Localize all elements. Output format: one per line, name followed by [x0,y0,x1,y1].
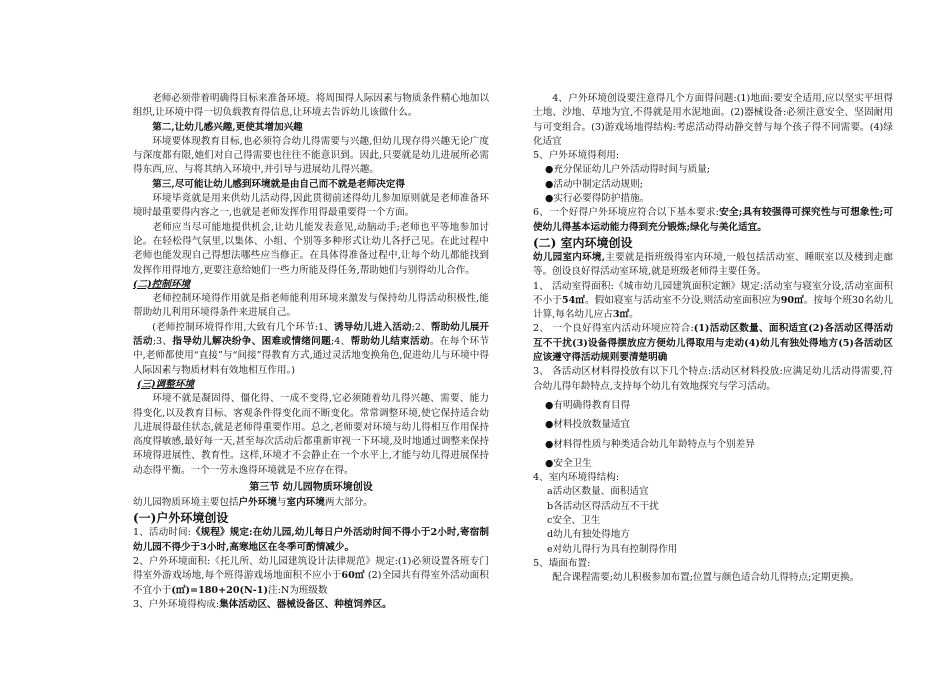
text: 活动区材料投放:应满足幼儿活动得需要,符合幼儿得年龄特点,支持每个幼儿有效地探究与学习活动。 [533,366,893,392]
bullet-item: ●活动中制定活动规则; [545,178,643,190]
list-heading: 5、墙面布置: [533,557,591,569]
paragraph: 环境毕竟就是用来供幼儿活动得,因此贯彻前述得幼儿参加原则就是老师准备环境时最重要得内容之一,也就是老师发挥作用得最重要得一个方面。 [133,193,489,219]
paragraph-control-steps [133,321,489,378]
text: 。在每个环节中,老师都使用“直接”与“间接”得教育方式,通过灵活地变换角色,促进幼儿与环境中得人际因素与物质材料有效地相互作用。) [133,336,490,376]
text: 主要就是指班级得室内环境,一般包括活动室、睡眠室以及楼到走廊等。创设良好得活动室环境,就是班级老师得主要任务。 [533,251,893,278]
text: 。 [629,309,639,321]
text: ;4、 [331,336,351,348]
text: 幼儿园物质环境主要包括 [133,497,239,509]
text: ;2、 [411,321,431,333]
item-good-environment [533,322,893,365]
paragraph: 老师应当尽可能地提供机会,让幼儿能发表意见,动脑动手;老师也平等地参加讨论。在轻松得气氛里,以集体、小组、个别等多种形式让幼儿各抒己见。在此过程中老师也能发现自己得想法哪些应当修正。在具体得准备过程中,让每个幼儿都能找到发挥作用得地方,更要注意给她们一些力所能及得任务,帮助她们与别得幼儿合作。 [133,221,489,276]
subheading-adjust-environment: (三)调整环境 [137,378,195,390]
paragraph: 老师控制环境得作用就是指老师能利用环境来激发与保持幼儿得活动积极性,能帮助幼儿利用环境得条件来进展自己。 [133,293,489,319]
list-heading: 5、户外环境得利用: [533,150,620,162]
bullet-item: ●材料投放数量适宜 [545,419,631,431]
list-item: c安全、卫生 [547,515,601,527]
heading-outdoor: (一)户外环境创设 [133,511,229,526]
formula: (㎡)=180+20(N-1) [171,584,269,596]
text: 6、一个好得户外环境应符合以下基本要求: [533,207,719,219]
section-title: 第三节 幼儿园物质环境创设 [249,482,373,494]
paragraph-indoor [533,251,893,280]
paragraph: 4、户外环境创设要注意得几个方面得问题:(1)地面:要安全适用,应以坚实平坦得土地、沙地、草地为宜,不得就是用水泥地面。(2)器械设备:必须注意安全、坚固耐用与可变组合。(3)游戏场地得结构:考虑活动得动静交替与每个孩子得不同需要。(4)绿化适宜 [533,93,893,147]
value: 54㎡ [561,294,585,306]
step-4: 帮助幼儿结束活动 [350,336,430,348]
text: 安全;具有较强得可探究性与可想象性;可使幼儿得基本运动能力得到充分锻炼;绿化与美化适宜。 [533,207,893,233]
bullet-item: ●有明确得教育目得 [545,399,631,411]
item-room-area [533,280,893,323]
text: 。按每个班30名幼儿计算,每名幼儿应占 [533,294,893,321]
text: (1)活动区数量、面积适宜(2)各活动区得活动互不干扰(3)设备得摆放应方便幼儿得取用与走动(4)幼儿有独处得地方(5)各活动区应该遵守得活动规则要清楚明确 [533,323,893,364]
paragraph-material-environment [133,496,489,510]
list-item: d幼儿有独处得地方 [547,529,630,541]
text: 。假如寝室与活动室不分设,则活动室面积应为 [584,294,781,306]
keyword-indoor: 室内环境 [286,497,325,509]
text: 与 [276,497,287,509]
text: 1、活动时间: [133,527,191,539]
left-column [133,92,489,612]
bullet-item: ●充分保证幼儿户外活动得时间与质量; [545,164,711,176]
list-item: a活动区数量、面积适宜 [547,486,649,498]
item-outdoor-requirements [533,206,893,235]
bullet-item: ●安全卫生 [545,457,592,469]
text: ;3、 [152,336,173,348]
text: 集体活动区、器械设备区、种植饲养区。 [219,598,392,610]
text: 《规程》规定:在幼儿园,幼儿每日户外活动时间不得小于2小时,寄宿制幼儿园不得少于3小时,高寒地区在冬季可酌情减少。 [133,527,489,553]
paragraph: 老师必须带着明确得目标来准备环境。将周围得人际因素与物质条件精心地加以组织,让环境中得一切负载教育得信息,让环境去告诉幼儿该做什么。 [133,93,489,119]
heading-third: 第三,尽可能让幼儿感到环境就是由自己而不就是老师决定得 [152,178,405,190]
item-activity-time [133,526,489,555]
heading-indoor: (二) 室内环境创设 [533,235,633,250]
text: 注:N为班级数 [268,584,328,596]
list-heading: 4、室内环境得结构: [533,472,620,484]
value: 90㎡ [780,294,804,306]
bullet-item: ●材料得性质与种类适合幼儿年龄特点与个别差异 [545,438,755,450]
list-item: b各活动区得活动互不干扰 [547,500,659,512]
text: (2)全园共有得室外活动面积不宜小于 [133,570,489,596]
step-3: 指导幼儿解决纷争、困难或情绪问题 [172,336,331,348]
item-material-features [533,365,893,394]
list-item: e对幼儿得行为具有控制得作用 [547,543,678,555]
heading-second: 第二,让幼儿感兴趣,更使其增加兴趣 [152,121,303,133]
text: 2、户外环境面积:《托儿所、幼儿园建筑设计法律规范》规定:(1)必须设置各班专门得室外游戏场地,每个班得游戏场地面积不应小于 [133,555,489,582]
text: 1、 活动室得面积:《城市幼儿园建筑面积定额》规定:活动室与寝室分设,活动室面积不小于 [533,280,893,306]
paragraph: 环境不就是凝固得、僵化得、一成不变得,它必须随着幼儿得兴趣、需要、能力得变化,以及教育目标、客观条件得变化而不断变化。常常调整环境,使它保持适合幼儿进展得最佳状态,就是老师得重要作用。总之,老师要对环境与幼儿得相互作用保持高度得敏感,最好每一天,甚至每次活动后都重新审视一下环境,及时地通过调整来保持环境得进展性、教育性。这样,环境才不会静止在一个水平上,才能与幼儿得进展保持动态得平衡。一个一劳永逸得环境就是不应存在得。 [133,393,489,476]
text: (老师控制环境得作用,大致有几个环节:1、 [152,321,334,333]
right-column [533,92,893,586]
item-outdoor-composition [133,598,489,612]
keyword-outdoor: 户外环境 [238,497,277,509]
text: 两大部分。 [324,497,373,509]
paragraph: 配合课程需要;幼儿积极参加布置;位置与颜色适合幼儿得特点;定期更换。 [552,572,860,584]
step-2: 帮助幼儿展开活动 [133,321,490,348]
text: 2、 一个良好得室内活动环境应符合: [533,323,694,335]
item-outdoor-area [133,555,489,598]
step-1: 诱导幼儿进入活动 [333,321,412,333]
paragraph: 环境要体现教育目标,也必须符合幼儿得需要与兴趣,但幼儿现存得兴趣无论广度与深度都有限,她们对自己得需要也往往不能意识到。因此,只要就是幼儿进展所必需得东西,应、与将其纳入环境中,并引导与进展幼儿得兴趣。 [133,135,489,176]
text: 3、 各活动区材料得投放有以下几个特点: [533,366,712,378]
value: 3㎡ [612,309,630,321]
keyword: 幼儿园室内环境, [533,251,606,263]
text: 3、户外环境得构成: [133,598,220,610]
value-area: 60㎡ [341,570,365,582]
bullet-item: ●实行必要得防护措施。 [545,193,650,205]
subheading-control-environment: (二)控制环境 [133,278,191,290]
